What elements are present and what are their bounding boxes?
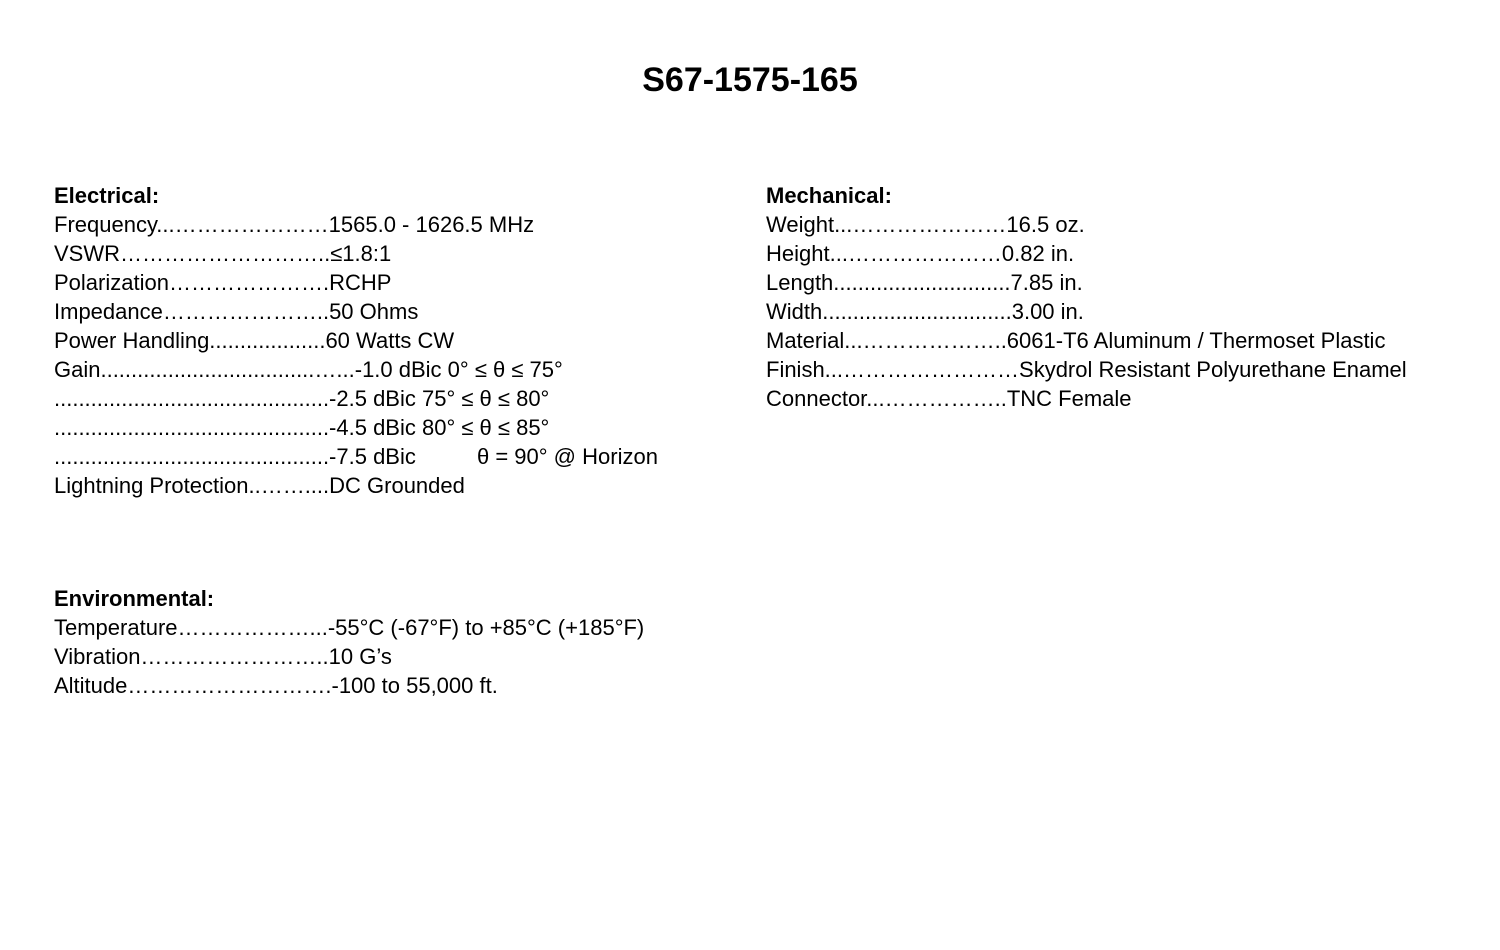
spec-temperature: Temperature………………...-55°C (-67°F) to +85°C (+185°F) xyxy=(54,615,645,640)
document-title: S67-1575-165 xyxy=(642,61,858,99)
spec-gain-80-85: .............................................-4.5 dBic 80° ≤ θ ≤ 85° xyxy=(54,415,550,440)
spec-gain-horizon: .............................................-7.5 dBic θ = 90° @ Horizon xyxy=(54,444,658,469)
spec-connector: Connector...……………..TNC Female xyxy=(766,386,1132,411)
spec-gain: Gain...................................…...-1.0 dBic 0° ≤ θ ≤ 75° xyxy=(54,357,563,382)
electrical-section xyxy=(54,181,658,500)
spec-length: Length.............................7.85 in. xyxy=(766,270,1083,295)
spec-finish: Finish...……………………Skydrol Resistant Polyurethane Enamel xyxy=(766,357,1407,382)
spec-lightning-protection: Lightning Protection..……....DC Grounded xyxy=(54,473,465,498)
spec-vswr: VSWR………………………..≤1.8:1 xyxy=(54,241,392,266)
spec-altitude: Altitude……………………….-100 to 55,000 ft. xyxy=(54,673,498,698)
spec-vibration: Vibration……………………..10 G’s xyxy=(54,644,392,669)
environmental-section xyxy=(54,584,644,700)
spec-frequency: Frequency...…………………1565.0 - 1626.5 MHz xyxy=(54,212,535,237)
mechanical-heading: Mechanical: xyxy=(766,183,892,208)
mechanical-section xyxy=(766,181,1407,413)
spec-impedance: Impedance…………………..50 Ohms xyxy=(54,299,419,324)
spec-height: Height...…………………0.82 in. xyxy=(766,241,1075,266)
spec-gain-75-80: .............................................-2.5 dBic 75° ≤ θ ≤ 80° xyxy=(54,386,550,411)
spec-power-handling: Power Handling...................60 Watts CW xyxy=(54,328,455,353)
spec-width: Width...............................3.00 in. xyxy=(766,299,1084,324)
spec-weight: Weight...…………………16.5 oz. xyxy=(766,212,1085,237)
environmental-heading: Environmental: xyxy=(54,586,215,611)
spec-polarization: Polarization………………….RCHP xyxy=(54,270,392,295)
electrical-heading: Electrical: xyxy=(54,183,160,208)
spec-material: Material...………………..6061-T6 Aluminum / Thermoset Plastic xyxy=(766,328,1386,353)
